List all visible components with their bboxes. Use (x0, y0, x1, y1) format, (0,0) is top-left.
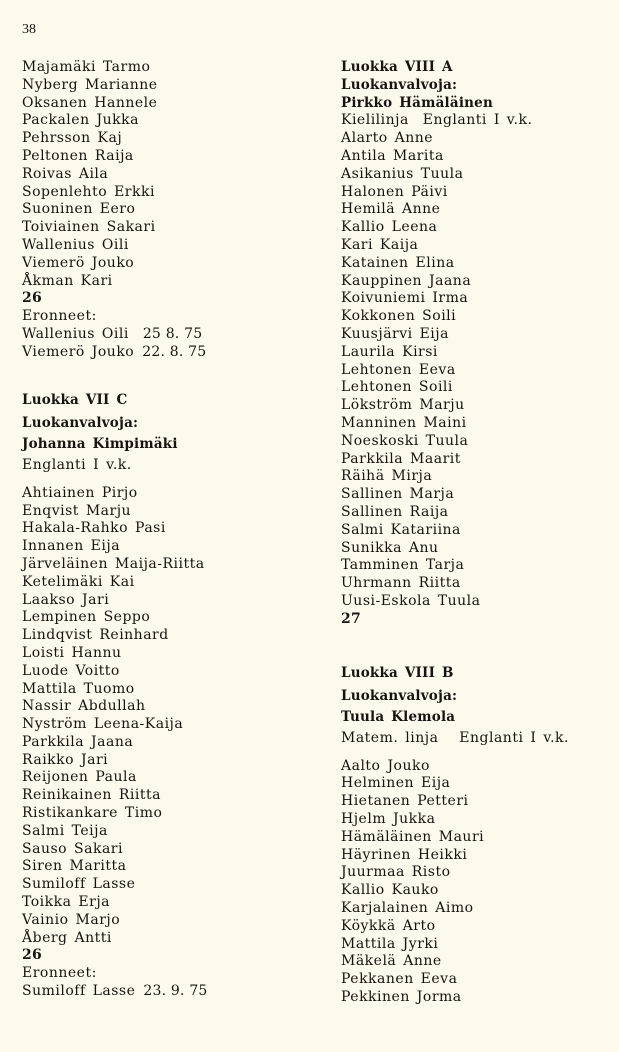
student-name: Enqvist Marju (22, 502, 132, 519)
student-name: Alarto Anne (341, 130, 434, 147)
withdrawn-entry (22, 983, 307, 1001)
student-name: Sopenlehto Erkki (22, 183, 155, 200)
student-name: Lökström Marju (341, 397, 465, 414)
class-count: 26 (22, 947, 42, 964)
student-name: Suoninen Eero (22, 201, 136, 218)
supervisor-label: Luokanvalvoja: (341, 76, 458, 93)
withdrawn-date: 25 8. 75 (142, 325, 203, 342)
student-name: Pekkinen Jorma (341, 989, 462, 1006)
student-name: Räihä Mirja (341, 468, 433, 485)
withdrawn-name: Sumiloff Lasse (22, 983, 136, 1000)
student-name: Luode Voitto (22, 662, 120, 679)
student-name: Hietanen Petteri (341, 793, 469, 810)
student-name: Peltonen Raija (22, 147, 134, 164)
student-name: Aalto Jouko (341, 757, 430, 774)
student-name: Ketelimäki Kai (22, 573, 135, 590)
class-count: 27 (341, 610, 361, 627)
student-name: Mattila Tuomo (22, 680, 135, 697)
student-name: Uusi-Eskola Tuula (341, 592, 481, 609)
student-name: Katainen Elina (341, 254, 455, 271)
class-title: Luokka VIII B (341, 664, 454, 681)
student-list (22, 485, 307, 948)
student-name: Raikko Jari (22, 751, 109, 768)
student-name: Parkkila Jaana (22, 733, 134, 750)
class-line-info: Kielilinja Englanti I v.k. (341, 112, 533, 129)
student-name: Nyberg Marianne (22, 76, 158, 93)
student-name: Noeskoski Tuula (341, 432, 469, 449)
student-name: Koivuniemi Irma (341, 290, 469, 307)
student-list (341, 758, 611, 1007)
student-name: Pehrsson Kaj (22, 130, 123, 147)
student-name: Toikka Erja (22, 894, 111, 911)
withdrawn-entry (22, 344, 307, 362)
student-name: Kallio Kauko (341, 882, 439, 899)
student-name: Manninen Maini (341, 414, 467, 431)
student-name: Sunikka Anu (341, 539, 439, 556)
student-name: Nyström Leena-Kaija (22, 716, 184, 733)
withdrawn-name: Wallenius Oili (22, 325, 129, 342)
student-name: Sallinen Raija (341, 503, 449, 520)
student-name: Sumiloff Lasse (22, 876, 136, 893)
page-number: 38 (22, 22, 36, 37)
student-name: Sallinen Marja (341, 486, 455, 503)
supervisor-name: Pirkko Hämäläinen (341, 94, 493, 111)
supervisor-label: Luokanvalvoja: (22, 415, 139, 432)
student-name: Åkman Kari (22, 272, 113, 289)
supervisor-label: Luokanvalvoja: (341, 688, 458, 705)
class-language: Englanti I v.k. (22, 456, 132, 473)
class-section-vii-c (22, 392, 307, 1001)
student-name: Majamäki Tarmo (22, 59, 151, 75)
student-name: Wallenius Oili (22, 236, 129, 253)
student-name: Kuusjärvi Eija (341, 325, 449, 342)
student-name: Köykkä Arto (341, 917, 436, 934)
student-name: Salmi Katariina (341, 521, 461, 538)
student-name: Kauppinen Jaana (341, 272, 472, 289)
student-name: Hakala-Rahko Pasi (22, 520, 166, 537)
student-name: Karjalainen Aimo (341, 900, 474, 917)
student-name: Mäkelä Anne (341, 953, 442, 970)
student-name: Ahtiainen Pirjo (22, 484, 138, 501)
class-title: Luokka VII C (22, 391, 128, 408)
student-name: Laakso Jari (22, 591, 110, 608)
student-list (341, 130, 611, 611)
student-name: Nassir Abdullah (22, 698, 146, 715)
continued-withdrawn-label: Eronneet: (22, 308, 97, 325)
student-name: Helminen Eija (341, 775, 451, 792)
class-title: Luokka VIII A (341, 59, 453, 75)
student-name: Reinikainen Riitta (22, 787, 161, 804)
student-name: Tamminen Tarja (341, 557, 465, 574)
student-name: Halonen Päivi (341, 183, 448, 200)
student-name: Hämäläinen Mauri (341, 828, 485, 845)
student-name: Pekkanen Eeva (341, 971, 458, 988)
student-name: Antila Marita (341, 147, 444, 164)
supervisor-name: Tuula Klemola (341, 709, 456, 726)
student-name: Siren Maritta (22, 858, 127, 875)
continued-class-list (22, 59, 307, 290)
student-name: Loisti Hannu (22, 644, 122, 661)
student-name: Häyrinen Heikki (341, 846, 468, 863)
student-name: Lehtonen Eeva (341, 361, 456, 378)
student-name: Packalen Jukka (22, 112, 139, 129)
withdrawn-date: 23. 9. 75 (143, 983, 208, 1000)
student-name: Kallio Leena (341, 219, 438, 236)
class-line-info: Matem. linja Englanti I v.k. (341, 729, 569, 746)
continued-class-count: 26 (22, 290, 42, 307)
student-name: Salmi Teija (22, 822, 108, 839)
student-name: Toiviainen Sakari (22, 219, 156, 236)
student-name: Innanen Eija (22, 538, 121, 555)
student-name: Hemilä Anne (341, 201, 441, 218)
student-name: Reijonen Paula (22, 769, 137, 786)
withdrawn-name: Viemerö Jouko (22, 343, 135, 360)
left-column (22, 59, 307, 1001)
student-name: Åberg Antti (22, 929, 112, 946)
right-column (341, 59, 611, 1007)
student-name: Kari Kaija (341, 236, 419, 253)
supervisor-name: Johanna Kimpimäki (22, 436, 178, 453)
student-name: Lindqvist Reinhard (22, 627, 169, 644)
student-name: Mattila Jyrki (341, 935, 439, 952)
student-name: Laurila Kirsi (341, 343, 438, 360)
student-name: Roivas Aila (22, 165, 109, 182)
class-section-viii-b (341, 665, 611, 1007)
student-name: Vainio Marjo (22, 911, 121, 928)
class-section-viii-a (341, 59, 611, 629)
student-name: Uhrmann Riitta (341, 575, 461, 592)
student-name: Hjelm Jukka (341, 811, 436, 828)
withdrawn-entry (22, 326, 307, 344)
student-name: Oksanen Hannele (22, 94, 158, 111)
student-name: Sauso Sakari (22, 840, 123, 857)
student-name: Viemerö Jouko (22, 254, 135, 271)
withdrawn-label: Eronneet: (22, 965, 97, 982)
student-name: Lempinen Seppo (22, 609, 151, 626)
student-name: Lehtonen Soili (341, 379, 453, 396)
student-name: Parkkila Maarit (341, 450, 461, 467)
student-name: Asikanius Tuula (341, 165, 464, 182)
student-name: Ristikankare Timo (22, 805, 163, 822)
withdrawn-date: 22. 8. 75 (142, 343, 207, 360)
student-name: Järveläinen Maija-Riitta (22, 555, 205, 572)
student-name: Kokkonen Soili (341, 308, 457, 325)
student-name: Juurmaa Risto (341, 864, 451, 881)
